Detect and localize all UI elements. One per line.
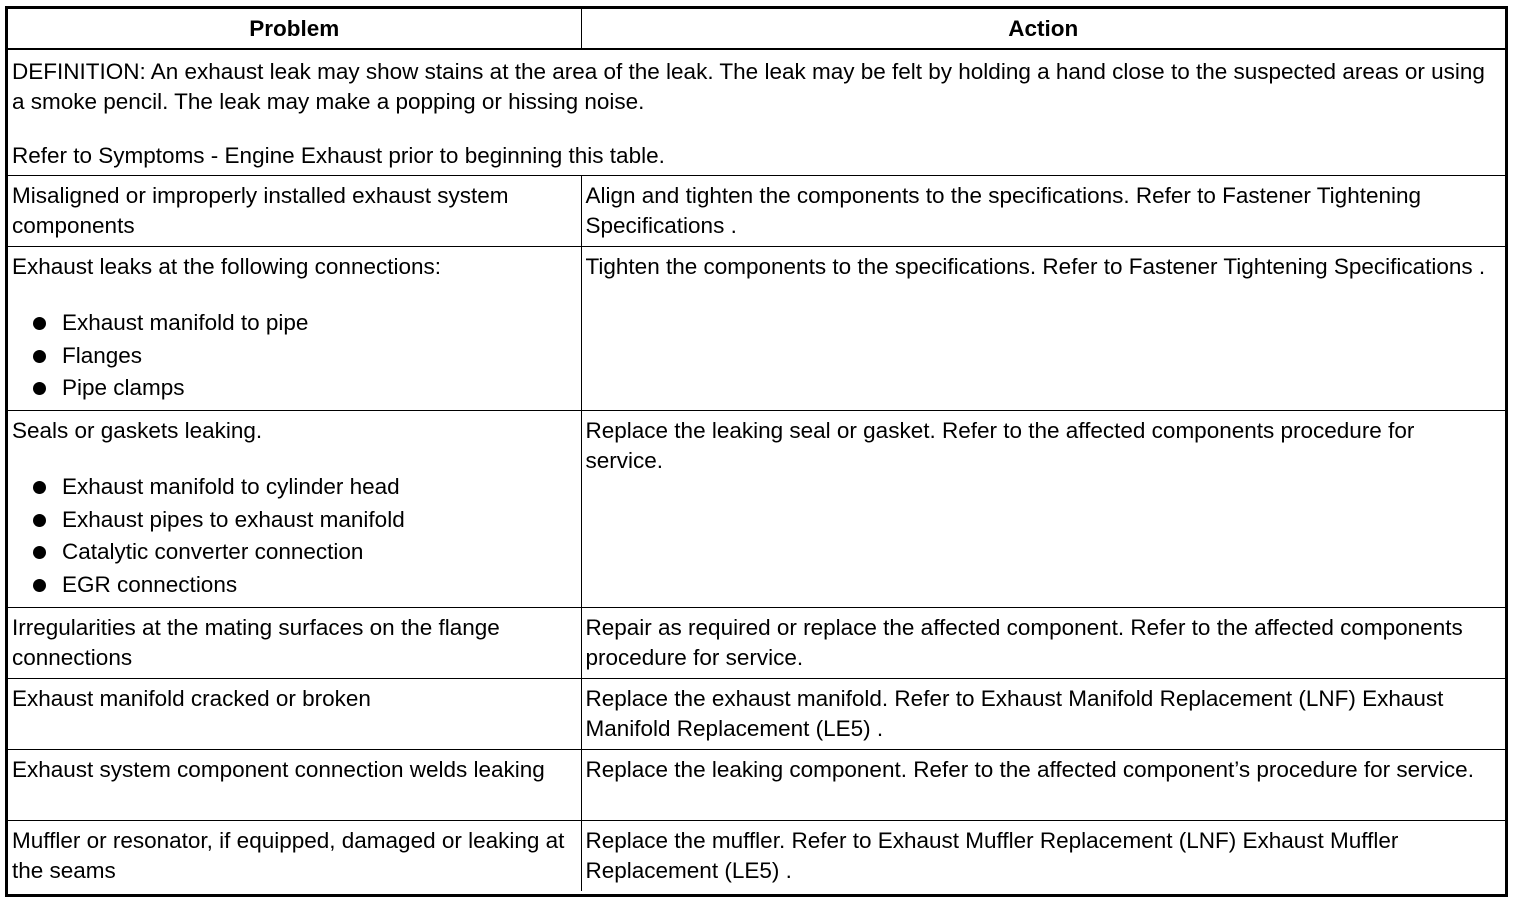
table-row bbox=[8, 749, 1505, 820]
table-row bbox=[8, 678, 1505, 749]
problem-column-header: Problem bbox=[8, 9, 581, 49]
action-cell: Replace the leaking seal or gasket. Refer to the affected components procedure for service. bbox=[581, 411, 1505, 608]
diagnostic-table-frame bbox=[5, 6, 1508, 897]
definition-reference: Refer to Symptoms - Engine Exhaust prior to beginning this table. bbox=[12, 143, 665, 168]
table-row bbox=[8, 820, 1505, 891]
definition-text: DEFINITION: An exhaust leak may show stains at the area of the leak. The leak may be felt by holding a hand close to the suspected areas or using a smoke pencil. The leak may make a popping or hissing noise. bbox=[12, 59, 1485, 114]
exhaust-leak-diagnostic-table bbox=[8, 9, 1505, 891]
problem-cell: Misaligned or improperly installed exhaust system components bbox=[8, 176, 581, 247]
action-cell: Tighten the components to the specifications. Refer to Fastener Tightening Specifications . bbox=[581, 247, 1505, 411]
problem-cell: Irregularities at the mating surfaces on the flange connections bbox=[8, 607, 581, 678]
problem-cell bbox=[8, 411, 581, 608]
problem-text: Exhaust leaks at the following connections: bbox=[12, 254, 442, 279]
table-row bbox=[8, 607, 1505, 678]
list-item: Exhaust manifold to pipe bbox=[12, 307, 573, 340]
list-item: Flanges bbox=[12, 340, 573, 373]
list-item: Pipe clamps bbox=[12, 372, 573, 405]
action-cell: Align and tighten the components to the specifications. Refer to Fastener Tightening Specifications . bbox=[581, 176, 1505, 247]
list-item: Exhaust pipes to exhaust manifold bbox=[12, 504, 573, 537]
action-cell: Replace the exhaust manifold. Refer to Exhaust Manifold Replacement (LNF) Exhaust Manifold Replacement (LE5) . bbox=[581, 678, 1505, 749]
problem-text: Seals or gaskets leaking. bbox=[12, 418, 263, 444]
table-row bbox=[8, 247, 1505, 411]
table-row bbox=[8, 411, 1505, 608]
table-row bbox=[8, 176, 1505, 247]
list-item: Exhaust manifold to cylinder head bbox=[12, 471, 573, 504]
bullet-icon bbox=[33, 481, 46, 494]
action-cell: Replace the muffler. Refer to Exhaust Muffler Replacement (LNF) Exhaust Muffler Replacement (LE5) . bbox=[581, 820, 1505, 891]
bullet-icon bbox=[33, 546, 46, 559]
action-cell: Replace the leaking component. Refer to the affected component’s procedure for service. bbox=[581, 749, 1505, 820]
action-cell: Repair as required or replace the affected component. Refer to the affected components procedure for service. bbox=[581, 607, 1505, 678]
definition-row bbox=[8, 49, 1505, 176]
list-item: EGR connections bbox=[12, 569, 573, 602]
bullet-icon bbox=[33, 350, 46, 363]
action-column-header: Action bbox=[581, 9, 1505, 49]
header-row bbox=[8, 9, 1505, 49]
bullet-icon bbox=[33, 382, 46, 395]
bullet-icon bbox=[33, 579, 46, 592]
list-item: Catalytic converter connection bbox=[12, 536, 573, 569]
seal-list bbox=[12, 471, 573, 602]
bullet-icon bbox=[33, 317, 46, 330]
connection-list bbox=[12, 307, 573, 405]
problem-cell: Muffler or resonator, if equipped, damaged or leaking at the seams bbox=[8, 820, 581, 891]
problem-cell: Exhaust system component connection welds leaking bbox=[8, 749, 581, 820]
problem-cell bbox=[8, 247, 581, 411]
problem-cell: Exhaust manifold cracked or broken bbox=[8, 678, 581, 749]
bullet-icon bbox=[33, 514, 46, 527]
definition-cell bbox=[8, 49, 1505, 176]
